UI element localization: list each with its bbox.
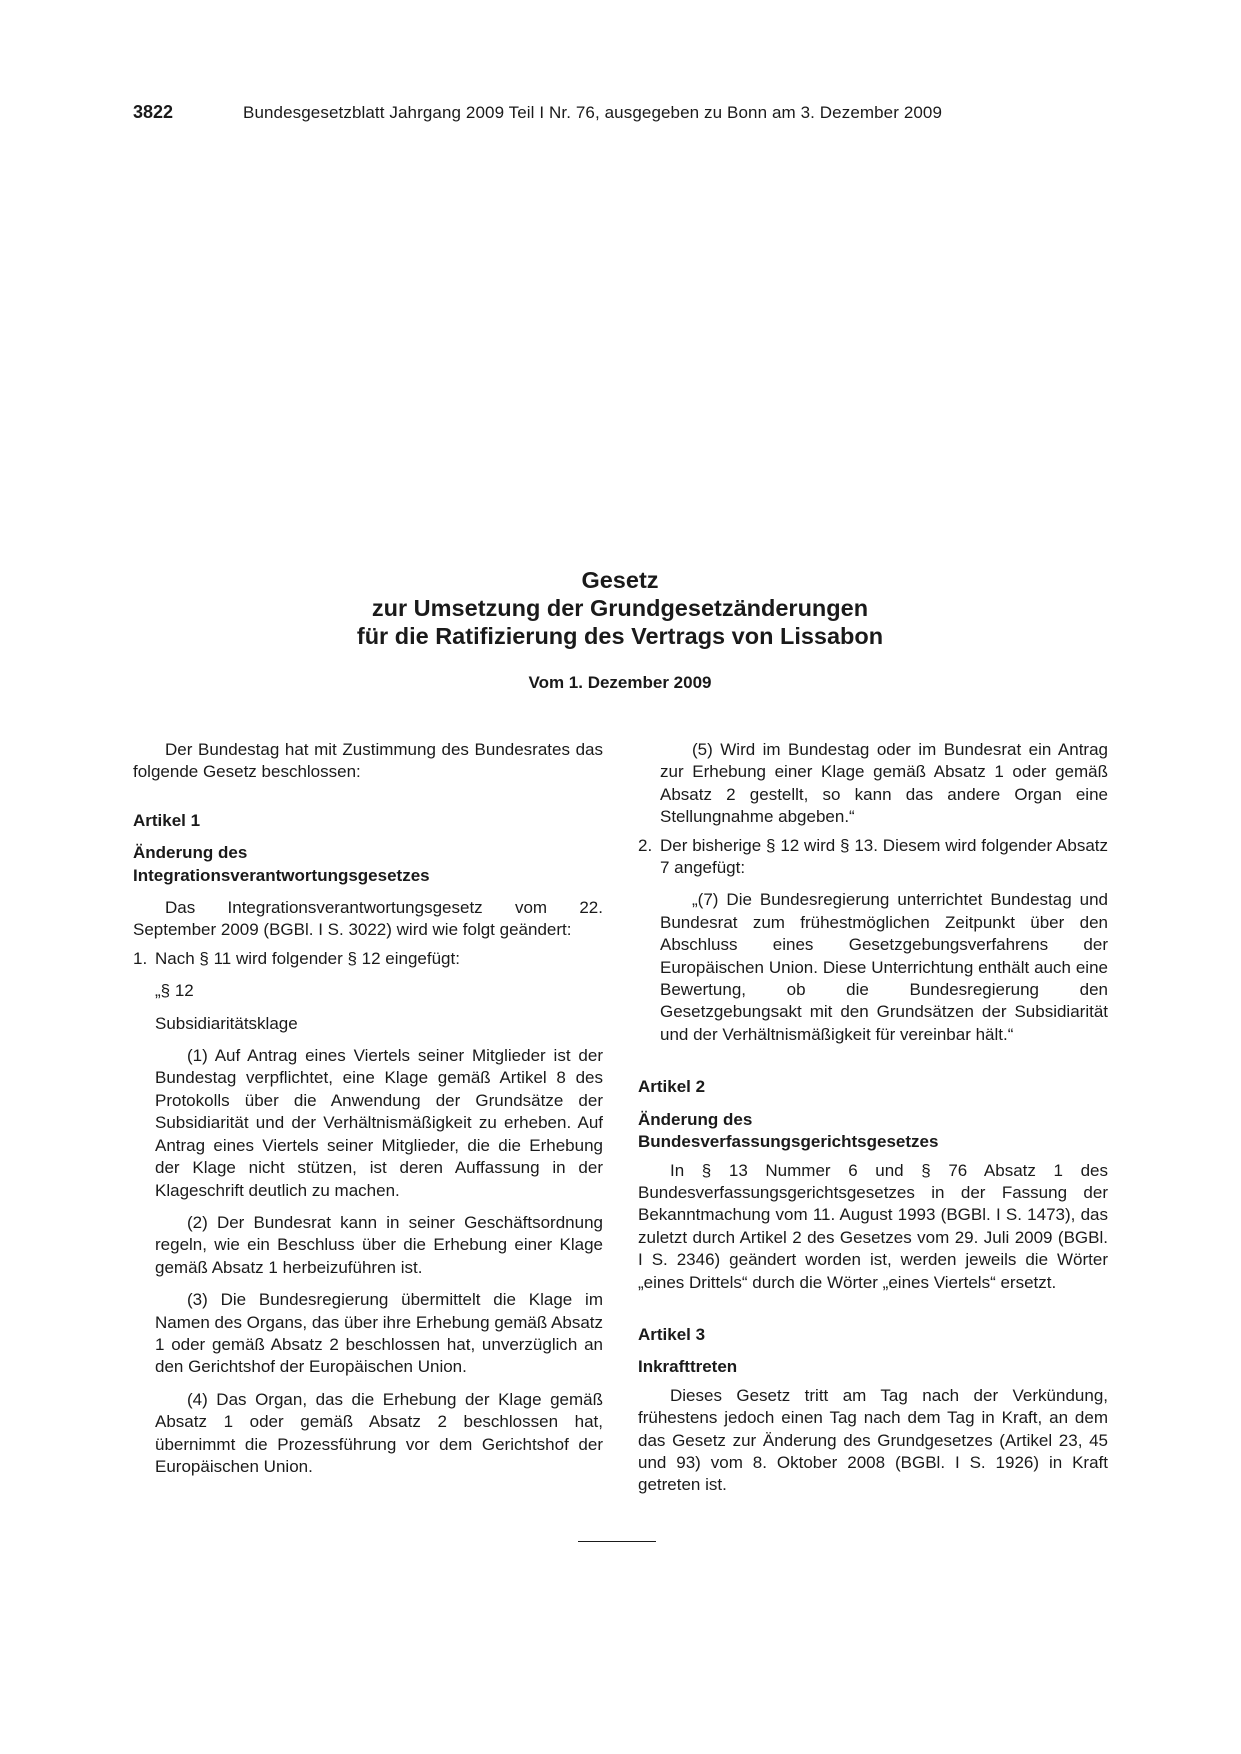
left-column <box>133 739 603 1478</box>
paragraph-title: Subsidiaritätsklage <box>155 1013 298 1033</box>
inserted-paragraph-continued <box>638 739 1108 829</box>
list-item-2 <box>638 835 1108 880</box>
paragraph-heading: „§ 12 <box>155 981 194 1001</box>
artikel-3-heading: Artikel 3 <box>638 1324 706 1344</box>
artikel-2-subtitle-2: Bundesverfassungsgerichtsgesetzes <box>638 1132 939 1152</box>
artikel-2-subtitle-1: Änderung des <box>638 1109 753 1129</box>
list-number: 2. <box>638 835 653 855</box>
list-text: Der bisherige § 12 wird § 13. Diesem wird folgender Absatz 7 angefügt: <box>660 835 1108 878</box>
artikel-2-text: In § 13 Nummer 6 und § 76 Absatz 1 des Bundesverfassungsgerichtsgesetzes in der Fassung der Bekanntmachung vom 11. August 1993 (BGBl. I S. 1473), das zuletzt durch Artikel 2 des Gesetzes vom 29. Juli 2009 (BGBl. I S. 2346) geändert worden ist, werden jeweils die Wörter „eines Drittels“ durch die Wörter „eines Viertels“ ersetzt. <box>638 1160 1108 1292</box>
page-number: 3822 <box>133 102 174 122</box>
intro-paragraph: Der Bundestag hat mit Zustimmung des Bundesrates das folgende Gesetz beschlossen: <box>133 740 603 782</box>
list-item-1 <box>133 948 603 970</box>
absatz-7: „(7) Die Bundesregierung unterrichtet Bundestag und Bundesrat zum frühestmöglichen Zeitpunkt über den Abschluss eines Gesetzgebungsverfahrens der Europäischen Union. Diese Unterrichtung enthält auch eine Bewertung, ob die Bundesregierung den Gesetzgebungsakt mit den Grundsätzen der Subsidiarität und der Verhältnismäßigkeit für vereinbar hält.“ <box>660 890 1108 1044</box>
list-number: 1. <box>133 948 148 968</box>
title-line-1: Gesetz <box>581 567 659 593</box>
absatz-2: (2) Der Bundesrat kann in seiner Geschäftsordnung regeln, wie ein Beschluss über die Erhebung einer Klage gemäß Absatz 1 herbeizuführen ist. <box>155 1212 603 1277</box>
title-line-2: zur Umsetzung der Grundgesetzänderungen <box>371 595 869 621</box>
artikel-1-subtitle-1: Änderung des <box>133 843 248 863</box>
artikel-3-text: Dieses Gesetz tritt am Tag nach der Verkündung, frühestens jedoch einen Tag nach dem Tag in Kraft, an dem das Gesetz zur Änderung des Grundgesetzes (Artikel 23, 45 und 93) vom 8. Oktober 2008 (BGBl. I S. 1926) in Kraft getreten ist. <box>638 1385 1108 1495</box>
artikel-1-text: Das Integrationsverantwortungsgesetz vom 22. September 2009 (BGBl. I S. 3022) wird wie folgt geändert: <box>133 898 603 940</box>
absatz-3: (3) Die Bundesregierung übermittelt die Klage im Namen des Organs, das über ihre Erhebung gemäß Absatz 1 oder gemäß Absatz 2 beschlossen hat, unverzüglich an den Gerichtshof der Europäischen Union. <box>155 1290 603 1377</box>
right-column <box>638 739 1108 1497</box>
title-line-3: für die Ratifizierung des Vertrags von Lissabon <box>356 623 884 649</box>
law-title <box>120 566 1120 650</box>
artikel-3-subtitle: Inkrafttreten <box>638 1357 738 1377</box>
absatz-1: (1) Auf Antrag eines Viertels seiner Mitglieder ist der Bundestag verpflichtet, eine Klage gemäß Artikel 8 des Protokolls über die Anwendung der Grundsätze der Subsidiarität und der Verhältnismäßigkeit zu erheben. Auf Antrag eines Viertels seiner Mitglieder, die die Erhebung der Klage nicht stützen, ist deren Auffassung in der Klageschrift deutlich zu machen. <box>155 1046 603 1200</box>
closing-rule <box>578 1541 656 1542</box>
artikel-1-heading: Artikel 1 <box>133 810 201 830</box>
appended-absatz <box>638 889 1108 1046</box>
absatz-5: (5) Wird im Bundestag oder im Bundesrat ein Antrag zur Erhebung einer Klage gemäß Absatz 1 oder gemäß Absatz 2 gestellt, so kann das andere Organ eine Stellungnahme abgeben.“ <box>660 740 1108 827</box>
list-text: Nach § 11 wird folgender § 12 eingefügt: <box>155 948 460 968</box>
date-line: Vom 1. Dezember 2009 <box>528 673 712 692</box>
running-head: Bundesgesetzblatt Jahrgang 2009 Teil I Nr. 76, ausgegeben zu Bonn am 3. Dezember 2009 <box>243 103 943 122</box>
absatz-4: (4) Das Organ, das die Erhebung der Klage gemäß Absatz 1 oder gemäß Absatz 2 beschlossen hat, übernimmt die Prozessführung vor dem Gerichtshof der Europäischen Union. <box>155 1389 603 1476</box>
artikel-1-subtitle-2: Integrationsverantwortungsgesetzes <box>133 865 430 885</box>
artikel-2-heading: Artikel 2 <box>638 1077 706 1097</box>
inserted-paragraph <box>133 980 603 1478</box>
